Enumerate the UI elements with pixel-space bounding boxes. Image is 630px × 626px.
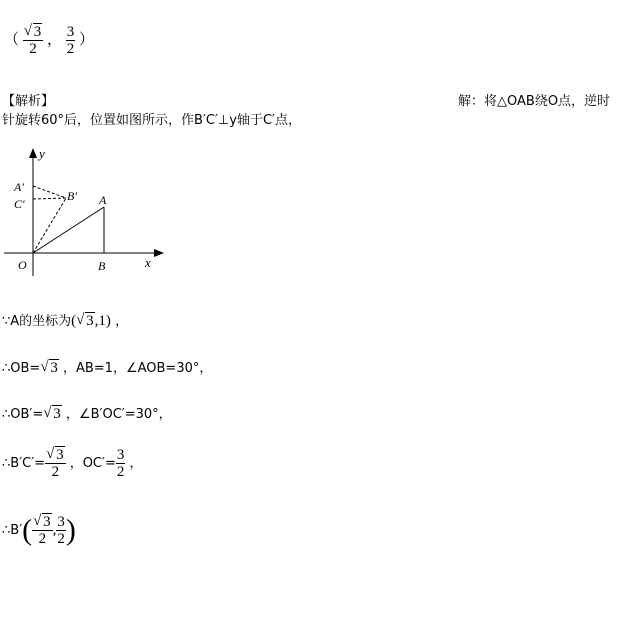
step-2-prefix: ∴OB= <box>2 361 41 376</box>
step-1-end: ， <box>115 314 129 329</box>
label-C-prime: C′ <box>14 197 25 211</box>
angle-symbol: ∠ <box>78 407 91 422</box>
segment-A-prime-B-prime <box>33 186 66 198</box>
step-4-mid: ，OC′= <box>69 456 116 471</box>
step-3-mid: ， <box>65 407 79 422</box>
intro-line-2: 针旋转60°后，位置如图所示，作B′C′⊥y轴于C′点， <box>2 113 301 128</box>
answer-line <box>4 24 94 57</box>
answer-comma: ， <box>47 31 63 48</box>
step-4-end: ， <box>129 456 143 471</box>
step-5 <box>2 514 76 547</box>
step-3-prefix: ∴OB′= <box>2 407 44 422</box>
step-5-comma: , <box>52 522 57 538</box>
step-1-prefix: ∵A的坐标为 <box>2 314 72 329</box>
step-5-prefix: ∴B′ <box>2 523 23 538</box>
step-2 <box>2 357 212 377</box>
sqrt-symbol: √ 3 <box>40 359 58 376</box>
segment-C-prime-B-prime <box>33 198 66 199</box>
left-paren: ( <box>22 513 33 547</box>
step-3-rest: B′OC′=30°， <box>90 407 172 422</box>
step-2-rest: AOB=30°， <box>137 361 213 376</box>
step-1 <box>2 310 128 330</box>
geometry-figure <box>0 140 180 280</box>
answer-close-paren: ） <box>79 31 95 48</box>
x-axis-arrow <box>154 249 164 257</box>
sqrt-symbol: √ 3 <box>43 405 61 422</box>
step-5-fraction-2: $\frac{3}{2}$ <box>57 514 65 547</box>
right-paren: ) <box>65 513 76 547</box>
segment-OA <box>33 207 104 253</box>
angle-symbol: ∠ <box>125 361 138 376</box>
label-B-prime: B′ <box>67 189 77 203</box>
label-x: x <box>145 255 151 270</box>
step-5-fraction-1: √ 3 2 <box>33 513 51 547</box>
label-y: y <box>39 146 45 161</box>
intro-right-text: 解：将△OAB绕O点，逆时 <box>458 94 611 109</box>
step-4-fraction-1: √ 3 2 <box>46 446 64 480</box>
answer-fraction-2: $\frac{3}{2}$ <box>66 24 75 57</box>
step-4 <box>2 447 143 480</box>
answer-open-paren: （ <box>4 31 20 48</box>
sqrt-symbol: √ 3 <box>33 513 51 530</box>
step-4-fraction-2: $\frac{3}{2}$ <box>116 447 125 480</box>
answer-fraction-1: √ 3 2 <box>23 23 42 57</box>
sqrt-symbol: √ 3 <box>46 446 64 463</box>
section-title: 【解析】 <box>2 94 55 109</box>
y-axis-arrow <box>29 148 37 158</box>
segment-OB-prime <box>33 198 66 253</box>
label-B: B <box>98 259 106 273</box>
label-A-prime: A′ <box>14 180 24 194</box>
step-2-mid: ，AB=1， <box>62 361 126 376</box>
step-1-coord: ( √ 3,1) <box>71 312 111 329</box>
label-O: O <box>18 258 27 272</box>
step-3 <box>2 403 172 423</box>
sqrt-symbol: √ 3 <box>76 312 94 329</box>
step-4-prefix: ∴B′C′= <box>2 456 46 471</box>
sqrt-symbol: √ 3 <box>23 23 42 40</box>
label-A: A <box>99 193 107 207</box>
